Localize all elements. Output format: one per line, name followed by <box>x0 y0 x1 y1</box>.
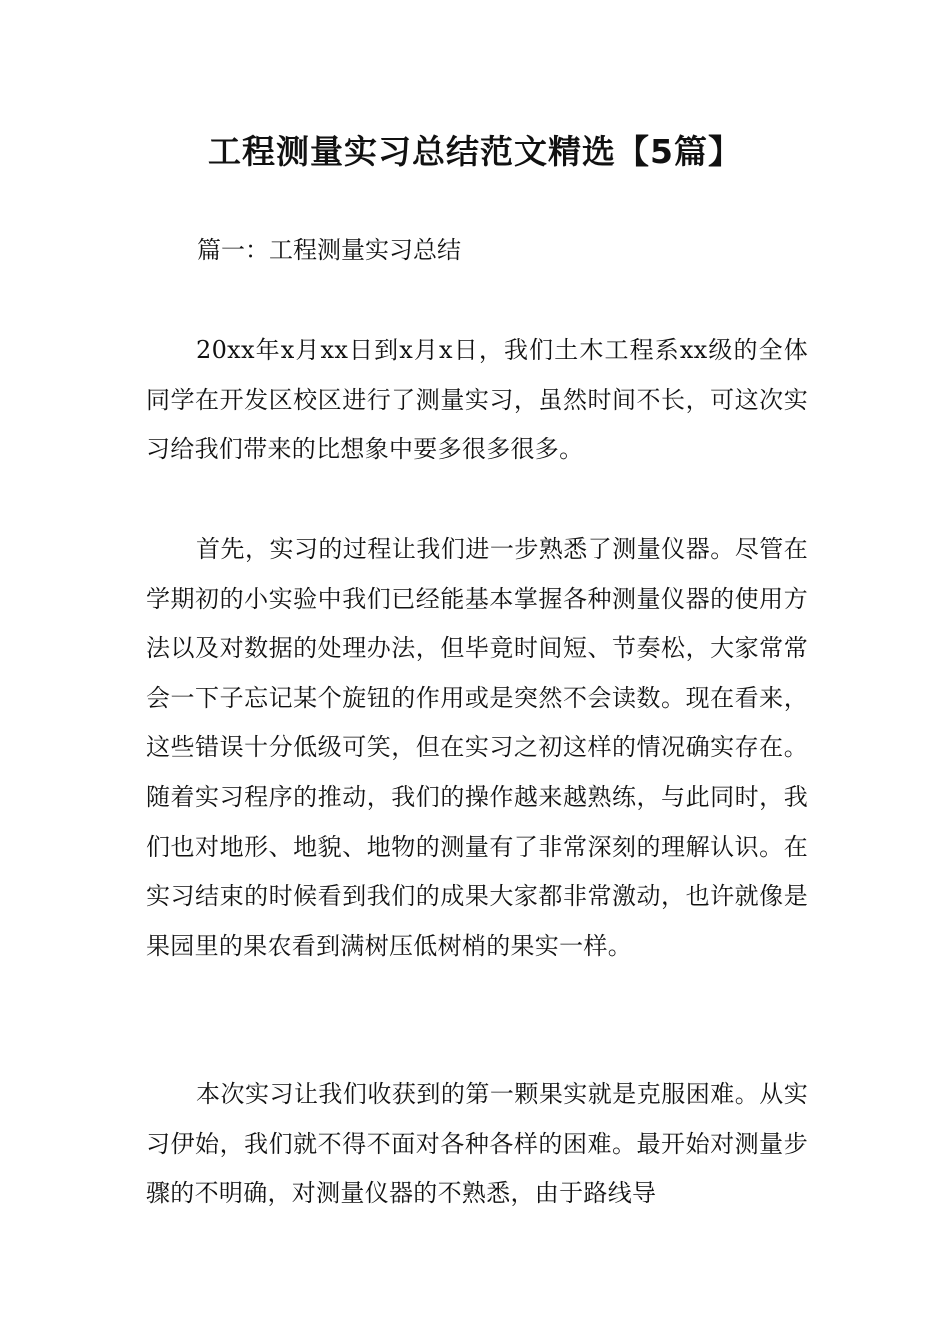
body-paragraph-2: 首先，实习的过程让我们进一步熟悉了测量仪器。尽管在学期初的小实验中我们已经能基本掌握各种测量仪器的使用方法以及对数据的处理办法，但毕竟时间短、节奏松，大家常常会一下子忘记某个旋钮的作用或是突然不会读数。现在看来，这些错误十分低级可笑，但在实习之初这样的情况确实存在。随着实习程序的推动，我们的操作越来越熟练，与此同时，我们也对地形、地貌、地物的测量有了非常深刻的理解认识。在实习结束的时候看到我们的成果大家都非常激动，也许就像是果园里的果农看到满树压低树梢的果实一样。 <box>146 535 808 960</box>
section-heading: 篇一：工程测量实习总结 <box>197 236 461 264</box>
body-paragraph-3: 本次实习让我们收获到的第一颗果实就是克服困难。从实习伊始，我们就不得不面对各种各样的困难。最开始对测量步骤的不明确，对测量仪器的不熟悉，由于路线导 <box>146 1080 808 1208</box>
body-paragraph-1: 20xx年x月xx日到x月x日，我们土木工程系xx级的全体同学在开发区校区进行了测量实习，虽然时间不长，可这次实习给我们带来的比想象中要多很多很多。 <box>146 336 808 464</box>
document-title: 工程测量实习总结范文精选【5篇】 <box>208 132 742 171</box>
